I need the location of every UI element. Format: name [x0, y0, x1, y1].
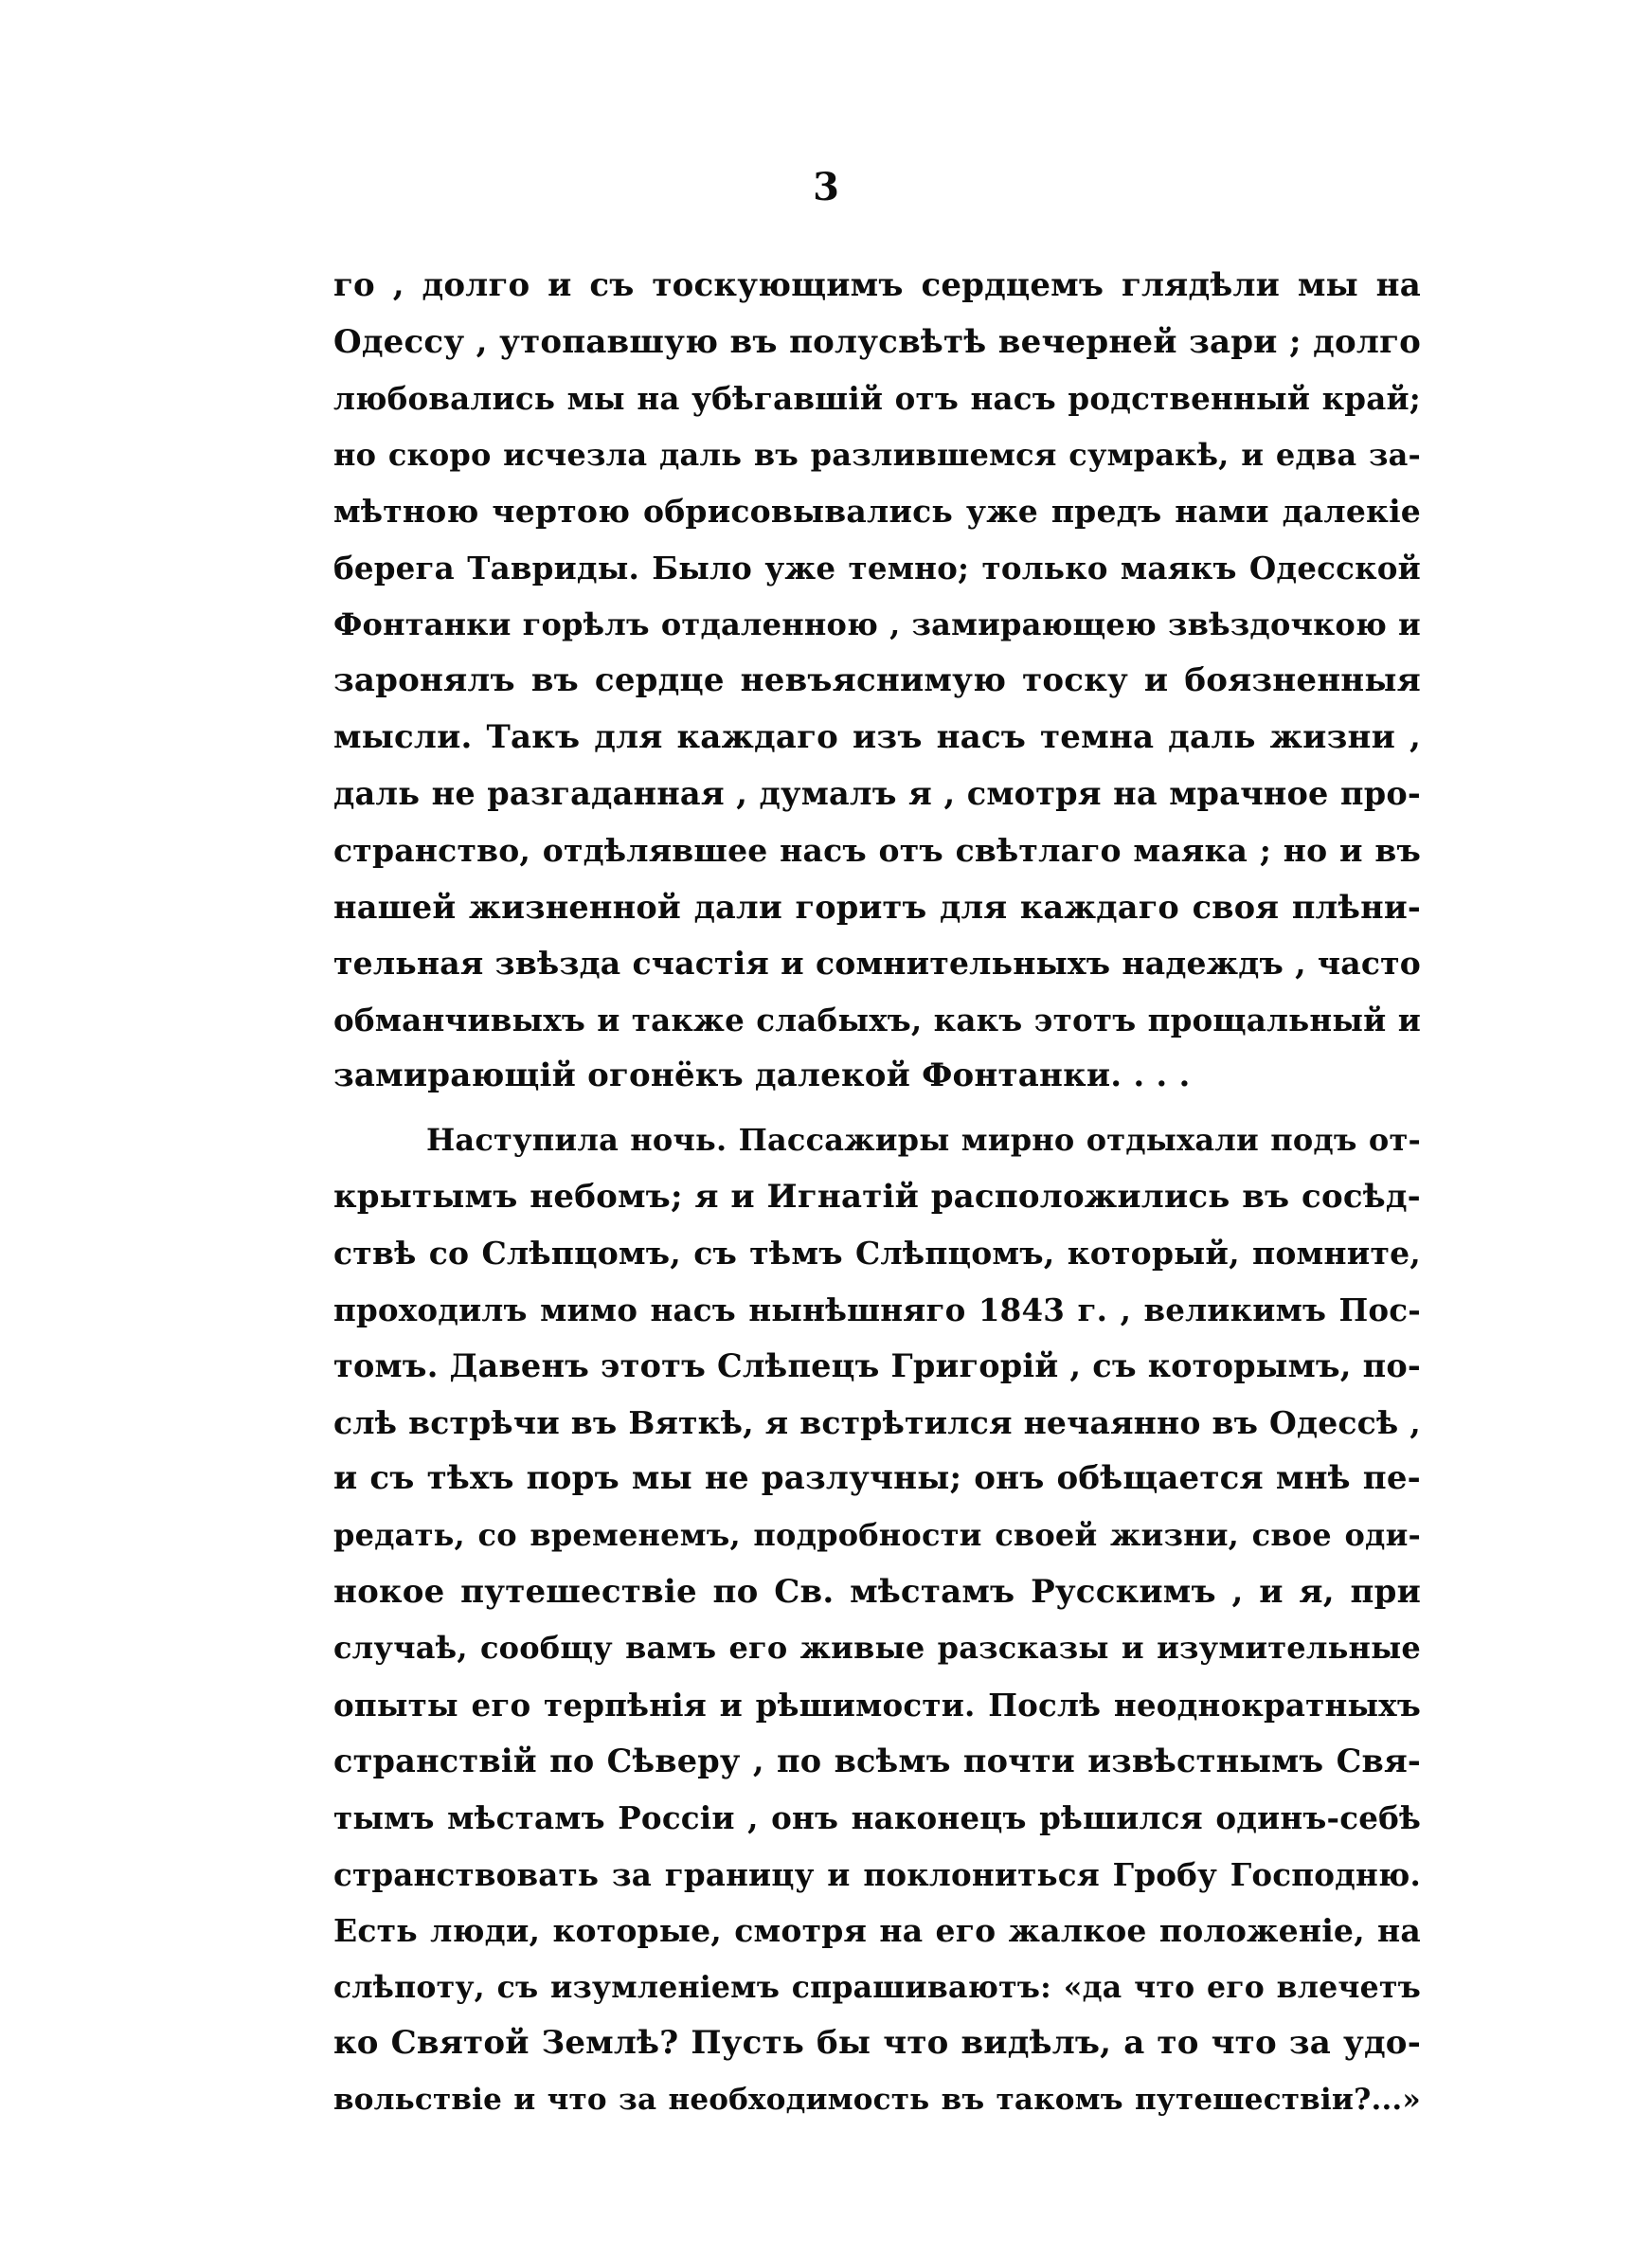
text-line: тымъ мѣстамъ Россіи , онъ наконецъ рѣшился одинъ-себѣ	[333, 1799, 1421, 1837]
text-line: ко Святой Землѣ? Пусть бы что видѣлъ, а то что за удо-	[333, 2024, 1421, 2063]
text-line: мысли. Такъ для каждаго изъ насъ темна даль жизни ,	[333, 717, 1421, 756]
text-line: даль не разгаданная , думалъ я , смотря на мрачное про-	[333, 775, 1421, 813]
text-line: проходилъ мимо насъ нынѣшняго 1843 г. , великимъ Пос-	[333, 1291, 1421, 1328]
text-line: Наступила ночь. Пассажиры мирно отдыхали подъ от-	[426, 1121, 1421, 1158]
text-line: вольствіе и что за необходимость въ такомъ путешествіи?...»	[333, 2083, 1421, 2117]
text-line: любовались мы на убѣгавшій отъ насъ родственный край;	[333, 380, 1421, 418]
text-line: странствій по Сѣверу , по всѣмъ почти извѣстнымъ Свя-	[333, 1742, 1421, 1780]
text-line: ствѣ со Слѣпцомъ, съ тѣмъ Слѣпцомъ, который, помните,	[333, 1235, 1421, 1273]
text-line: и съ тѣхъ поръ мы не разлучны; онъ обѣщается мнѣ пе-	[333, 1459, 1421, 1498]
paragraph-2	[333, 1112, 1421, 2129]
body-text	[333, 258, 1421, 2129]
text-line: случаѣ, сообщу вамъ его живые разсказы и изумительные	[333, 1630, 1421, 1667]
text-line: томъ. Давенъ этотъ Слѣпецъ Григорій , съ которымъ, по-	[333, 1347, 1421, 1385]
text-line: заронялъ въ сердце невъяснимую тоску и боязненныя	[333, 661, 1421, 700]
text-line: тельная звѣзда счастія и сомнительныхъ надеждъ , часто	[333, 945, 1421, 983]
paragraph-gap	[333, 1105, 1421, 1112]
text-line: обманчивыхъ и также слабыхъ, какъ этотъ прощальный и	[333, 1001, 1421, 1038]
text-line: Одессу , утопавшую въ полусвѣтѣ вечерней зари ; долго	[333, 322, 1421, 361]
text-line: слѣ встрѣчи въ Вяткѣ, я встрѣтился нечаянно въ Одессѣ ,	[333, 1403, 1421, 1441]
text-line: редать, со временемъ, подробности своей жизни, свое оди-	[333, 1517, 1421, 1554]
text-line: слѣпоту, съ изумленіемъ спрашиваютъ: «да что его влечетъ	[333, 1969, 1421, 2005]
text-line: мѣтною чертою обрисовывались уже предъ нами далекіе	[333, 493, 1421, 531]
text-line: Есть люди, которые, смотря на его жалкое положеніе, на	[333, 1912, 1421, 1950]
paragraph-1	[333, 258, 1421, 1105]
text-line: нокое путешествіе по Св. мѣстамъ Русскимъ , и я, при	[333, 1572, 1421, 1611]
page-number: 3	[813, 165, 839, 209]
text-line: странство, отдѣлявшее насъ отъ свѣтлаго маяка ; но и въ	[333, 831, 1421, 869]
text-line: го , долго и съ тоскующимъ сердцемъ глядѣли мы на	[333, 266, 1421, 304]
text-line: крытымъ небомъ; я и Игнатій расположились въ сосѣд-	[333, 1177, 1421, 1216]
text-line: опыты его терпѣнія и рѣшимости. Послѣ неоднократныхъ	[333, 1686, 1421, 1724]
text-line: нашей жизненной дали горитъ для каждаго своя плѣни-	[333, 888, 1421, 926]
text-line: Фонтанки горѣлъ отдаленною , замирающею звѣздочкою и	[333, 605, 1421, 642]
text-line: берега Тавриды. Было уже темно; только маякъ Одесской	[333, 549, 1421, 587]
text-line: странствовать за границу и поклониться Гробу Господню.	[333, 1855, 1421, 1893]
text-line: но скоро исчезла даль въ разлившемся сумракѣ, и едва за-	[333, 436, 1421, 473]
text-line: замирающій огонёкъ далекой Фонтанки. . . .	[333, 1056, 1191, 1095]
